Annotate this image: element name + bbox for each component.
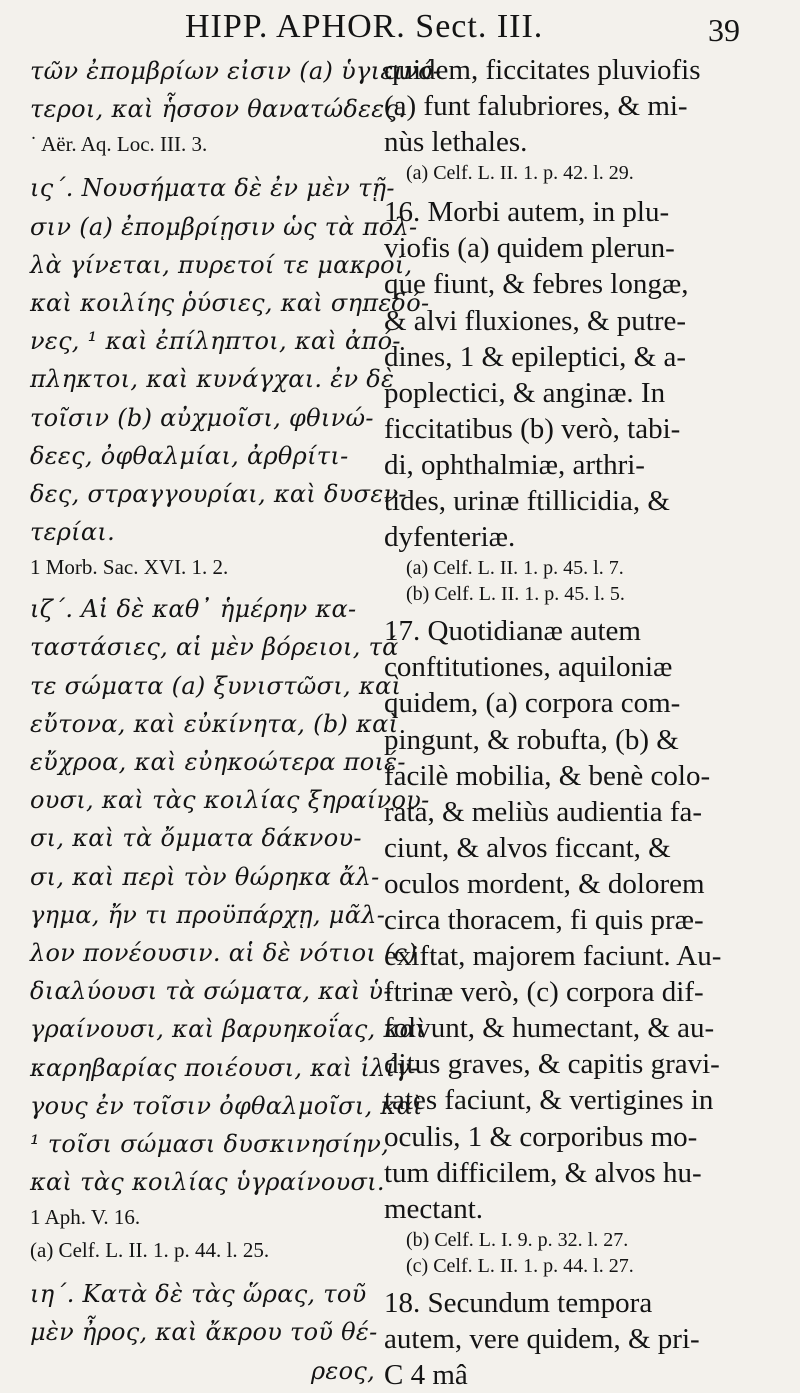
latin-line: pingunt, & robufta, (b) & bbox=[384, 723, 679, 756]
greek-line: εὔχροα, καὶ εὐηκοώτερα ποιέ- bbox=[30, 748, 406, 776]
greek-line: τοῖσιν (b) αὐχμοῖσι, φθινώ- bbox=[30, 403, 374, 432]
footnote-line: (a) Celf. L. II. 1. p. 45. l. 7. bbox=[406, 557, 624, 580]
latin-line: que fiunt, & febres longæ, bbox=[384, 268, 689, 301]
citation-line: (a) Celf. L. II. 1. p. 44. l. 25. bbox=[30, 1238, 270, 1263]
line-gap bbox=[384, 186, 794, 194]
greek-line: τε σώματα (a) ξυνιστῶσι, καὶ bbox=[30, 671, 402, 700]
latin-line: facilè mobilia, & benè colo- bbox=[384, 759, 711, 792]
greek-line: εὔτονα, καὶ εὐκίνητα, (b) καὶ bbox=[30, 709, 399, 738]
greek-line: δες, στραγγουρίαι, καὶ δυσεν- bbox=[30, 479, 407, 508]
latin-line: ciunt, & alvos ficcant, & bbox=[384, 831, 671, 864]
greek-line: καὶ κοιλίης ῥύσιες, καὶ σηπεδό- bbox=[30, 288, 430, 317]
latin-line: nùs lethales. bbox=[384, 126, 528, 159]
latin-line: tides, urinæ ftillicidia, & bbox=[384, 485, 670, 518]
latin-line: tum difficilem, & alvos hu- bbox=[384, 1156, 702, 1189]
latin-line: quidem, ficcitates pluviofis bbox=[384, 54, 701, 86]
latin-line: 16. Morbi autem, in plu- bbox=[384, 196, 670, 229]
greek-line: λον πονέουσιν. αἱ δὲ νότιοι (c) bbox=[30, 938, 418, 967]
greek-line: σι, καὶ τὰ ὄμματα δάκνου- bbox=[30, 824, 362, 853]
latin-line: viofis (a) quidem plerun- bbox=[384, 232, 675, 265]
greek-line: τεροι, καὶ ἧσσον θανατώδεες. bbox=[30, 95, 407, 124]
latin-line: oculos mordent, & dolorem bbox=[384, 867, 705, 900]
greek-line: ιζ΄. Αἱ δὲ καθ᾽ ἡμέρην κα- bbox=[30, 595, 357, 624]
latin-line: dyfenteriæ. bbox=[384, 521, 516, 554]
latin-line: tates faciunt, & vertigines in bbox=[384, 1084, 714, 1117]
greek-line: σι, καὶ περὶ τὸν θώρηκα ἄλ- bbox=[30, 862, 380, 891]
greek-line: καρηβαρίας ποιέουσι, καὶ ἰλίγ- bbox=[30, 1053, 419, 1082]
greek-line: γημα, ἤν τι προϋπάρχῃ, μᾶλ- bbox=[30, 900, 386, 929]
latin-line: C 4 mâ bbox=[384, 1359, 468, 1391]
latin-line: (a) funt falubriores, & mi- bbox=[384, 90, 688, 123]
citation-line: 1 Morb. Sac. XVI. 1. 2. bbox=[30, 555, 229, 580]
latin-line: mectant. bbox=[384, 1192, 484, 1225]
greek-line: τερίαι. bbox=[30, 518, 116, 547]
latin-line: oculis, 1 & corporibus mo- bbox=[384, 1120, 698, 1153]
citation-line: ˙ Aër. Aq. Loc. III. 3. bbox=[30, 132, 208, 157]
greek-line: ιη΄. Κατὰ δὲ τὰς ὥρας, τοῦ bbox=[30, 1280, 367, 1309]
greek-line: διαλύουσι τὰ σώματα, καὶ ὑ- bbox=[30, 977, 392, 1006]
latin-line: & alvi fluxiones, & putre- bbox=[384, 304, 687, 337]
latin-line: ftrinæ verò, (c) corpora dif- bbox=[384, 976, 704, 1009]
latin-line: autem, vere quidem, & pri- bbox=[384, 1322, 700, 1355]
latin-line: 18. Secundum tempora bbox=[384, 1286, 653, 1319]
page-header bbox=[0, 2, 800, 52]
greek-line: γραίνουσι, καὶ βαρυηκοΐας, καὶ bbox=[30, 1015, 426, 1044]
line-gap bbox=[30, 1267, 375, 1275]
greek-line: καὶ τὰς κοιλίας ὑγραίνουσι. bbox=[30, 1168, 385, 1197]
footnote-line: (b) Celf. L. I. 9. p. 32. l. 27. bbox=[406, 1228, 629, 1251]
greek-line: νες, ¹ καὶ ἐπίληπτοι, καὶ ἀπό- bbox=[30, 327, 401, 356]
latin-line: ficcitatibus (b) verò, tabi- bbox=[384, 412, 681, 445]
footnote-line: (c) Celf. L. II. 1. p. 44. l. 27. bbox=[406, 1254, 634, 1277]
greek-line: σιν (a) ἐπομβρίῃσιν ὡς τὰ πολ- bbox=[30, 212, 418, 241]
greek-line: δεες, ὀφθαλμίαι, ἀρθρίτι- bbox=[30, 441, 349, 470]
greek-line: ουσι, καὶ τὰς κοιλίας ξηραίνου- bbox=[30, 786, 430, 815]
latin-line: quidem, (a) corpora com- bbox=[384, 687, 681, 720]
running-head: HIPP. APHOR. Sect. III. bbox=[185, 8, 544, 45]
footnote-line: (a) Celf. L. II. 1. p. 42. l. 29. bbox=[406, 162, 634, 185]
latin-line: di, ophthalmiæ, arthri- bbox=[384, 448, 645, 481]
citation-line: 1 Aph. V. 16. bbox=[30, 1205, 141, 1230]
footnote-line: (b) Celf. L. II. 1. p. 45. l. 5. bbox=[406, 583, 625, 606]
line-gap bbox=[30, 161, 375, 169]
greek-line: ταστάσιες, αἱ μὲν βόρειοι, τά bbox=[30, 633, 399, 662]
latin-text-column bbox=[384, 52, 794, 1393]
greek-line: τῶν ἐπομβρίων εἰσιν (a) ὑγιεινό- bbox=[30, 57, 442, 85]
greek-line: πληκτοι, καὶ κυνάγχαι. ἐν δὲ bbox=[30, 365, 395, 394]
latin-line: conftitutiones, aquiloniæ bbox=[384, 651, 673, 684]
latin-line: circa thoracem, fi quis præ- bbox=[384, 903, 704, 936]
latin-line: 17. Quotidianæ autem bbox=[384, 615, 641, 648]
latin-line: folvunt, & humectant, & au- bbox=[384, 1012, 715, 1045]
latin-line: rata, & meliùs audientia fa- bbox=[384, 795, 703, 828]
greek-line: ¹ τοῖσι σώμασι δυσκινησίην, bbox=[30, 1129, 390, 1158]
latin-line: ditus graves, & capitis gravi- bbox=[384, 1048, 720, 1081]
latin-line: dines, 1 & epileptici, & a- bbox=[384, 340, 687, 373]
greek-line: γους ἐν τοῖσιν ὀφθαλμοῖσι, καὶ bbox=[30, 1091, 423, 1120]
latin-line: exiftat, majorem faciunt. Au- bbox=[384, 940, 722, 973]
greek-line: ρεος, bbox=[310, 1356, 375, 1385]
latin-line: poplectici, & anginæ. In bbox=[384, 376, 666, 409]
greek-line: λὰ γίνεται, πυρετοί τε μακροί, bbox=[30, 250, 413, 279]
greek-line: ις΄. Νουσήματα δὲ ἐν μὲν τῇ- bbox=[30, 174, 395, 203]
greek-line: μὲν ἦρος, καὶ ἄκρου τοῦ θέ- bbox=[30, 1318, 378, 1347]
page-number: 39 bbox=[708, 12, 740, 48]
